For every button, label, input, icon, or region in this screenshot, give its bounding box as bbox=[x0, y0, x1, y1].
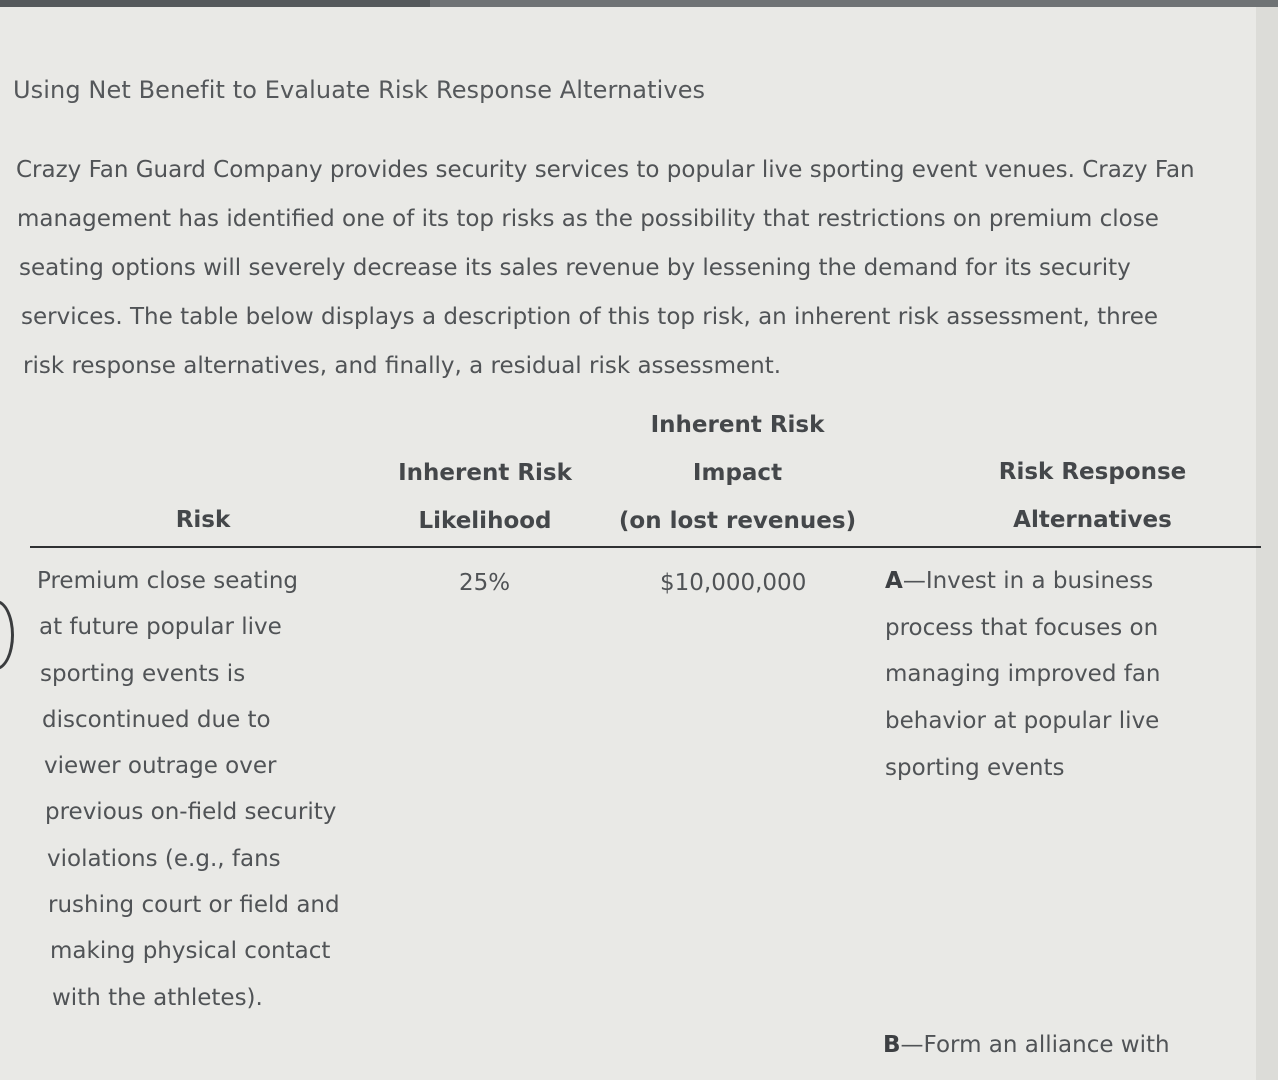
top-bar bbox=[0, 0, 1278, 7]
intro-paragraph bbox=[16, 146, 1261, 391]
header-impact: Inherent Risk Impact (on lost revenues) bbox=[618, 412, 857, 534]
impact-value: $10,000,000 bbox=[660, 570, 807, 596]
intro-line: seating options will severely decrease its sales revenue by lessening the demand for its security bbox=[19, 255, 1131, 281]
header-alternatives: Risk Response Alternatives bbox=[998, 459, 1187, 533]
header-likelihood: Inherent Risk Likelihood bbox=[398, 460, 572, 534]
top-bar-tab bbox=[0, 0, 430, 7]
radio-button-icon[interactable] bbox=[0, 600, 14, 670]
likelihood-value: 25% bbox=[459, 570, 511, 596]
risk-description: Premium close seating at future popular live sporting events is discontinued due to viewer outrage over previous on-field security violations (e.g., fans rushing court or field and making physical contact with the athletes). bbox=[37, 568, 340, 1011]
alternative-b: B—Form an alliance with bbox=[883, 1032, 1170, 1058]
header-divider bbox=[30, 546, 1261, 548]
header-risk: Risk bbox=[175, 507, 231, 533]
intro-line: services. The table below displays a description of this top risk, an inherent risk assessment, three bbox=[21, 304, 1159, 330]
intro-line: risk response alternatives, and finally, a residual risk assessment. bbox=[23, 353, 782, 379]
alternative-a: A—Invest in a business process that focuses on managing improved fan behavior at popular live sporting events bbox=[885, 568, 1161, 781]
intro-line: management has identified one of its top risks as the possibility that restrictions on premium close bbox=[17, 206, 1159, 232]
intro-line: Crazy Fan Guard Company provides security services to popular live sporting event venues. Crazy Fan bbox=[16, 157, 1195, 183]
page-title: Using Net Benefit to Evaluate Risk Response Alternatives bbox=[13, 76, 706, 104]
